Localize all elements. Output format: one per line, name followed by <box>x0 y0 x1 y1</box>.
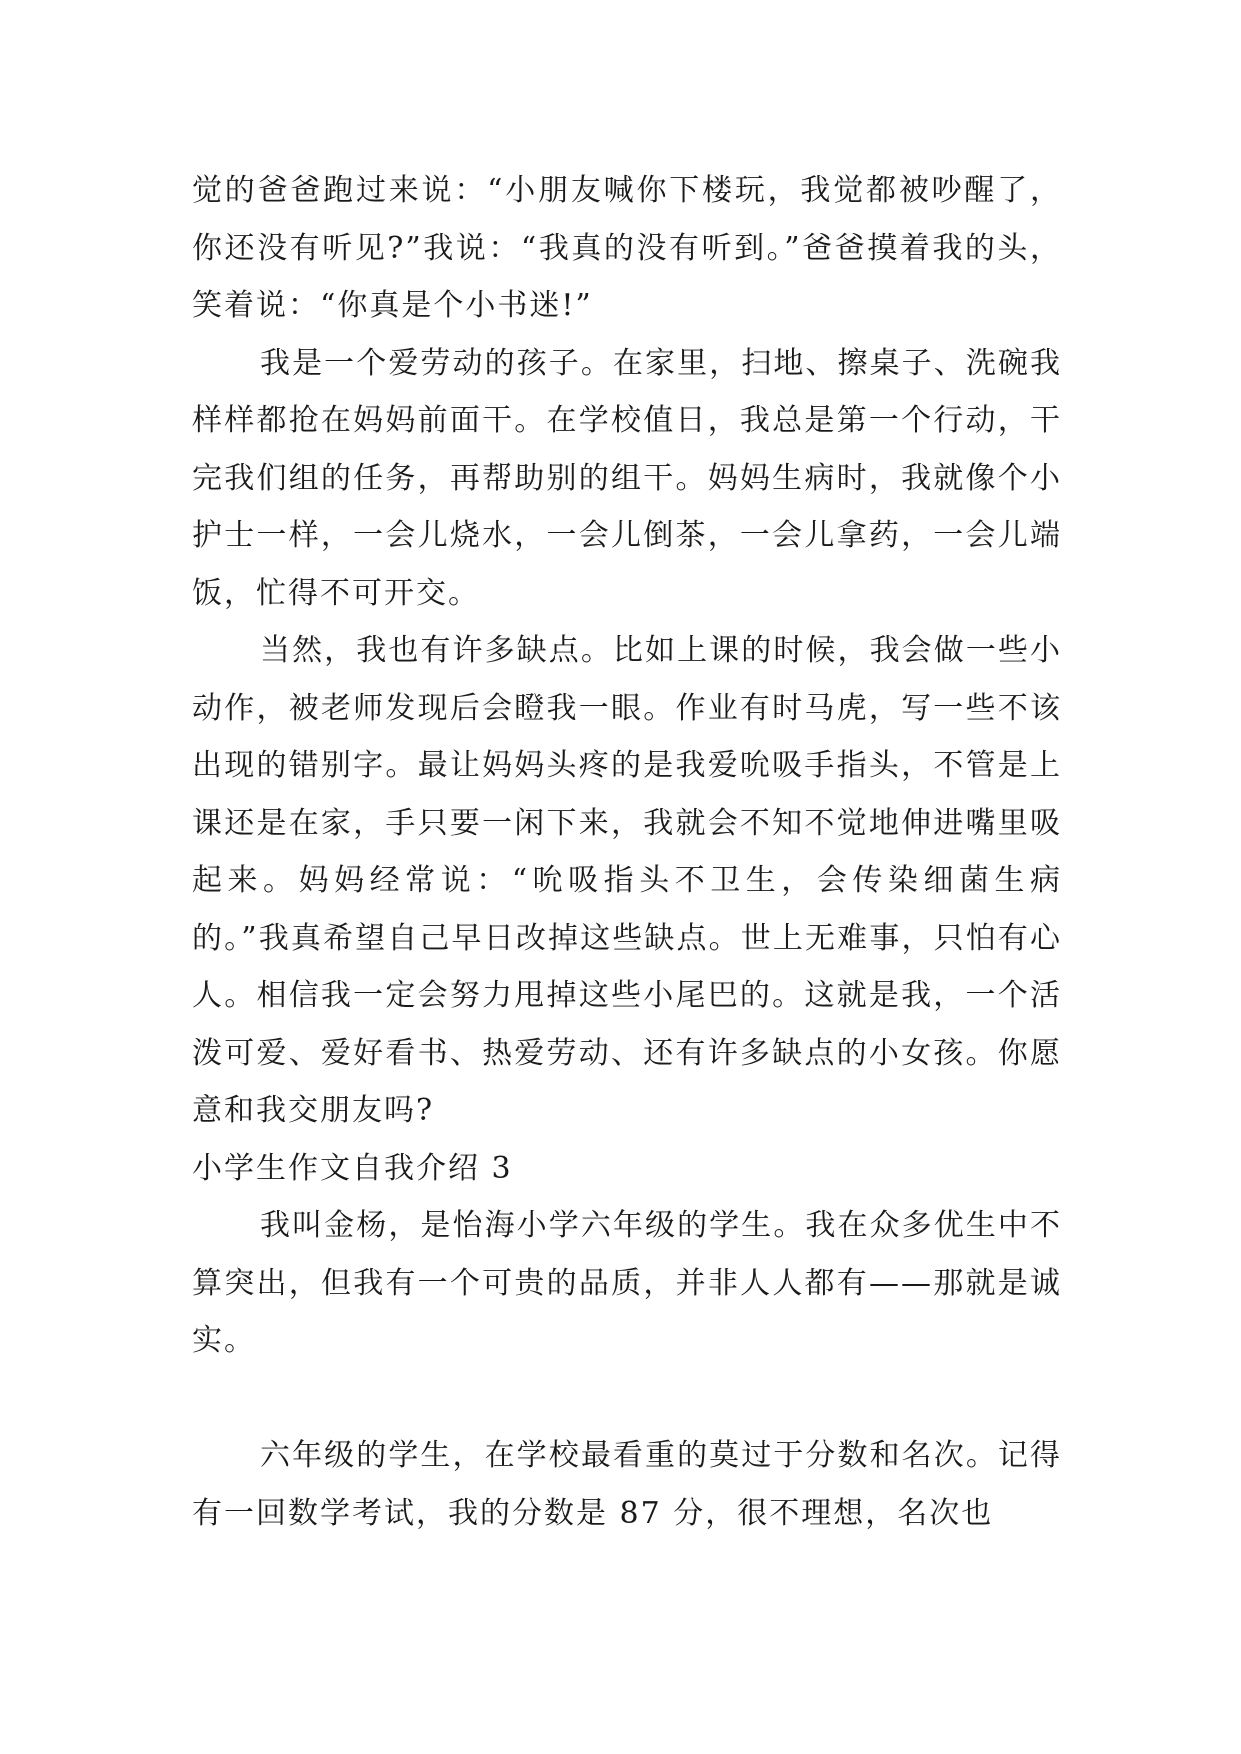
paragraph-shortcomings: 当然，我也有许多缺点。比如上课的时候，我会做一些小动作，被老师发现后会瞪我一眼。作业有时马虎，写一些不该出现的错别字。最让妈妈头疼的是我爱吮吸手指头，不管是上课还是在家，手只要一闲下来，我就会不知不觉地伸进嘴里吸起来。妈妈经常说：“吮吸指头不卫生，会传染细菌生病的。”我真希望自己早日改掉这些缺点。世上无难事，只怕有心人。相信我一定会努力甩掉这些小尾巴的。这就是我，一个活泼可爱、爱好看书、热爱劳动、还有许多缺点的小女孩。你愿意和我交朋友吗? <box>192 633 1062 1128</box>
paragraph-continuation: 觉的爸爸跑过来说：“小朋友喊你下楼玩，我觉都被吵醒了，你还没有听见?”我说：“我真的没有听到。”爸爸摸着我的头，笑着说：“你真是个小书迷!” <box>192 173 1062 323</box>
section-title: 小学生作文自我介绍 3 <box>192 1150 513 1186</box>
paragraph-labor: 我是一个爱劳动的孩子。在家里，扫地、擦桌子、洗碗我样样都抢在妈妈前面干。在学校值日，我总是第一个行动，干完我们组的任务，再帮助别的组干。妈妈生病时，我就像个小护士一样，一会儿烧水，一会儿倒茶，一会儿拿药，一会儿端饭，忙得不可开交。 <box>192 345 1062 611</box>
essay-body <box>192 162 1062 1542</box>
paragraph-intro: 我叫金杨，是怡海小学六年级的学生。我在众多优生中不算突出，但我有一个可贵的品质，并非人人都有——那就是诚实。 <box>192 1208 1062 1358</box>
paragraph-exam: 六年级的学生，在学校最看重的莫过于分数和名次。记得有一回数学考试，我的分数是 87 分，很不理想，名次也 <box>192 1438 1062 1531</box>
blank-line <box>192 1370 1062 1428</box>
